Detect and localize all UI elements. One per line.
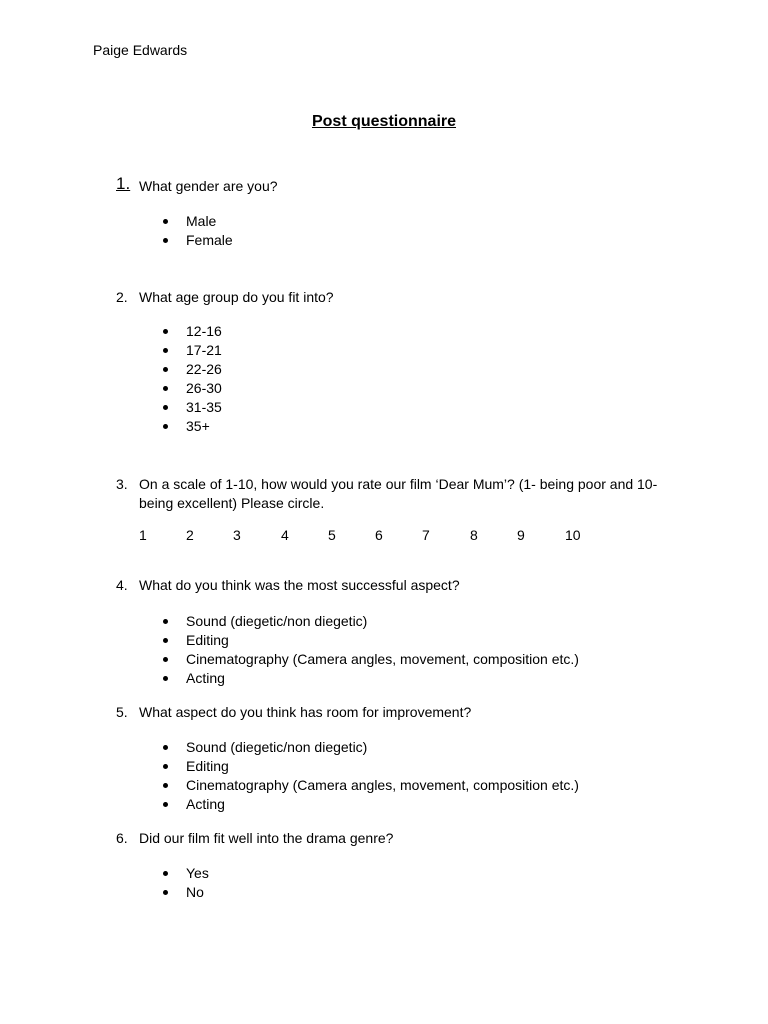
- question-2: [116, 288, 676, 307]
- option-label: Acting: [186, 796, 225, 812]
- bullet-icon: [163, 657, 168, 662]
- option-label: Male: [186, 213, 217, 229]
- list-item: [163, 738, 579, 757]
- list-item: [163, 650, 579, 669]
- option-label: 31-35: [186, 399, 222, 415]
- page-title: Post questionnaire: [311, 113, 457, 130]
- option-label: 35+: [186, 418, 210, 434]
- bullet-icon: [163, 802, 168, 807]
- option-label: 12-16: [186, 323, 222, 339]
- list-item: [163, 341, 222, 360]
- question-5: [116, 703, 676, 722]
- option-list: [163, 322, 222, 436]
- bullet-icon: [163, 890, 168, 895]
- question-6: [116, 829, 676, 848]
- question-number: 3.: [116, 476, 128, 492]
- option-label: 22-26: [186, 361, 222, 377]
- question-text: On a scale of 1-10, how would you rate our film ‘Dear Mum’? (1- being poor and 10- being excellent) Please circle.: [139, 476, 658, 511]
- list-item: [163, 631, 579, 650]
- bullet-icon: [163, 619, 168, 624]
- bullet-icon: [163, 329, 168, 334]
- list-item: [163, 612, 579, 631]
- bullet-icon: [163, 638, 168, 643]
- scale-option-8[interactable]: 8: [470, 527, 478, 543]
- option-list: [163, 864, 209, 902]
- question-text: Did our film fit well into the drama genre?: [139, 830, 394, 846]
- question-text: What age group do you fit into?: [139, 289, 334, 305]
- list-item: [163, 231, 233, 250]
- bullet-icon: [163, 238, 168, 243]
- option-list: [163, 738, 579, 814]
- option-label: Sound (diegetic/non diegetic): [186, 739, 368, 755]
- list-item: [163, 322, 222, 341]
- option-label: Yes: [186, 865, 209, 881]
- scale-option-5[interactable]: 5: [328, 527, 336, 543]
- question-number: 2.: [116, 289, 128, 305]
- list-item: [163, 360, 222, 379]
- list-item: [163, 398, 222, 417]
- option-label: Female: [186, 232, 233, 248]
- option-label: Acting: [186, 670, 225, 686]
- question-4: [116, 576, 676, 595]
- scale-option-7[interactable]: 7: [422, 527, 430, 543]
- scale-option-9[interactable]: 9: [517, 527, 525, 543]
- author-name: Paige Edwards: [93, 42, 188, 58]
- bullet-icon: [163, 871, 168, 876]
- question-1: [116, 174, 676, 196]
- option-label: Editing: [186, 758, 229, 774]
- question-number: 6.: [116, 830, 128, 846]
- scale-option-2[interactable]: 2: [186, 527, 194, 543]
- option-list: [163, 212, 233, 250]
- bullet-icon: [163, 764, 168, 769]
- bullet-icon: [163, 348, 168, 353]
- option-list: [163, 612, 579, 688]
- bullet-icon: [163, 676, 168, 681]
- question-number: 1.: [116, 174, 131, 193]
- list-item: [163, 883, 209, 902]
- list-item: [163, 379, 222, 398]
- bullet-icon: [163, 424, 168, 429]
- scale-option-6[interactable]: 6: [375, 527, 383, 543]
- question-text: What gender are you?: [139, 178, 278, 194]
- question-text: What do you think was the most successful aspect?: [139, 577, 460, 593]
- scale-option-10[interactable]: 10: [565, 527, 581, 543]
- option-label: 17-21: [186, 342, 222, 358]
- list-item: [163, 757, 579, 776]
- bullet-icon: [163, 745, 168, 750]
- list-item: [163, 417, 222, 436]
- question-number: 4.: [116, 577, 128, 593]
- option-label: Editing: [186, 632, 229, 648]
- list-item: [163, 776, 579, 795]
- option-label: 26-30: [186, 380, 222, 396]
- bullet-icon: [163, 219, 168, 224]
- scale-option-1[interactable]: 1: [139, 527, 147, 543]
- list-item: [163, 669, 579, 688]
- option-label: No: [186, 884, 204, 900]
- bullet-icon: [163, 783, 168, 788]
- list-item: [163, 795, 579, 814]
- scale-option-4[interactable]: 4: [281, 527, 289, 543]
- question-text: What aspect do you think has room for improvement?: [139, 704, 472, 720]
- option-label: Cinematography (Camera angles, movement, composition etc.): [186, 651, 579, 667]
- bullet-icon: [163, 367, 168, 372]
- list-item: [163, 864, 209, 883]
- list-item: [163, 212, 233, 231]
- question-number: 5.: [116, 704, 128, 720]
- bullet-icon: [163, 386, 168, 391]
- question-3: [116, 475, 676, 513]
- option-label: Cinematography (Camera angles, movement, composition etc.): [186, 777, 579, 793]
- option-label: Sound (diegetic/non diegetic): [186, 613, 368, 629]
- bullet-icon: [163, 405, 168, 410]
- scale-option-3[interactable]: 3: [233, 527, 241, 543]
